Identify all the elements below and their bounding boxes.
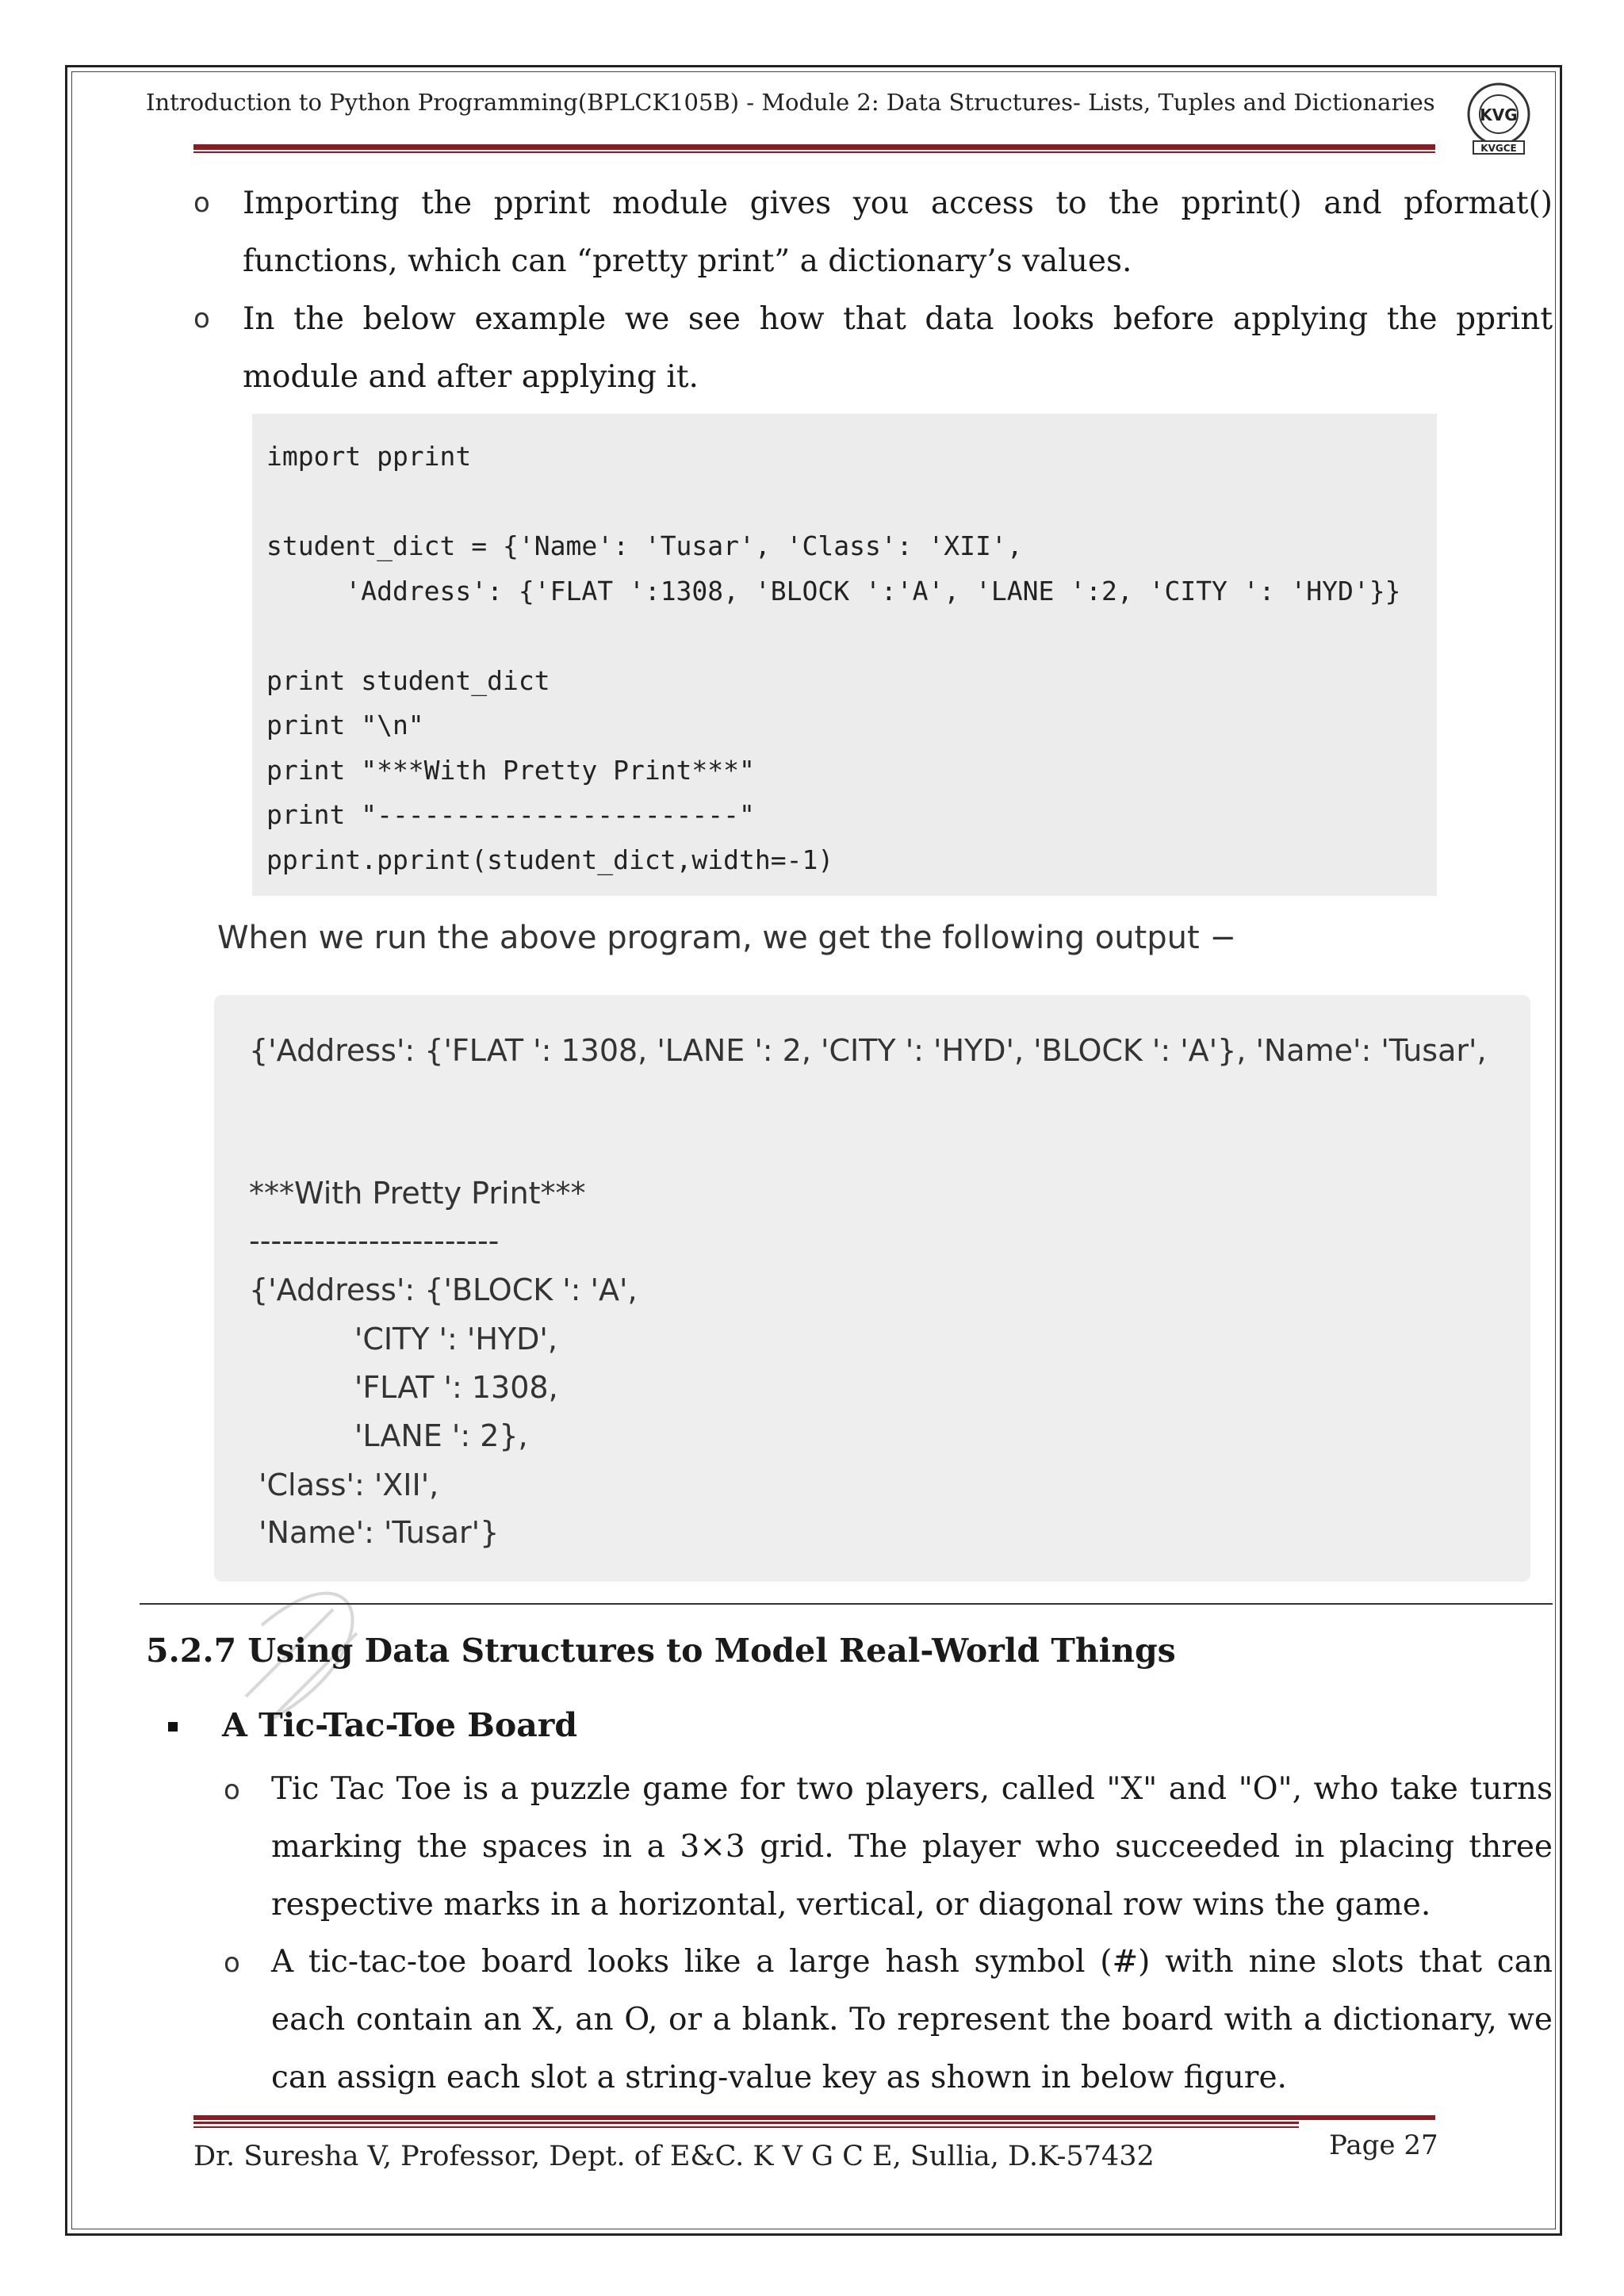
output-pretty-line: 'CITY ': 'HYD', <box>249 1322 557 1357</box>
output-block <box>214 995 1530 1582</box>
section-heading: 5.2.7 Using Data Structures to Model Real-World Things <box>146 1632 1176 1670</box>
section-divider <box>140 1603 1553 1605</box>
bullet-pprint-example: In the below example we see how that data looks before applying the pprint module and after applying it. <box>243 301 1553 395</box>
output-pretty-line: 'Class': 'XII', <box>249 1468 439 1502</box>
code-block <box>252 414 1437 896</box>
circle-bullet-icon: o <box>224 1774 240 1806</box>
header-rule <box>193 144 1435 150</box>
footer-rule <box>193 2115 1435 2120</box>
output-pretty-line: 'LANE ': 2}, <box>249 1418 528 1453</box>
output-dashes: ----------------------- <box>249 1223 500 1258</box>
output-pretty-header: ***With Pretty Print*** <box>249 1176 586 1211</box>
circle-bullet-icon: o <box>224 1947 240 1979</box>
college-logo-icon <box>1459 79 1538 159</box>
svg-text:KVG: KVG <box>1480 105 1518 124</box>
header-title: Introduction to Python Programming(BPLCK105B) - Module 2: Data Structures- Lists, Tuples and Dictionaries <box>146 89 1435 116</box>
bullet-tictactoe-board: A tic-tac-toe board looks like a large hash symbol (#) with nine slots that can each contain an X, an O, or a blank. To represent the board with a dictionary, we can assign each slot a string-value key as shown in below figure. <box>271 1944 1553 2095</box>
footer-author: Dr. Suresha V, Professor, Dept. of E&C. K V G C E, Sullia, D.K-57432 <box>193 2141 1155 2172</box>
logo-label: KVGCE <box>1480 143 1517 154</box>
code-text: import pprint student_dict = {'Name': 'Tusar', 'Class': 'XII', 'Address': {'FLAT ':1308, 'BLOCK ':'A', 'LANE ':2, 'CITY ': 'HYD'}} print student_dict print "\n" print "***With Pretty Print***" print "-----------------------" pprint.pprint(student_dict,width=-1) <box>266 441 1401 875</box>
page-number: Page 27 <box>1329 2130 1438 2161</box>
header-rule-thin <box>193 151 1435 153</box>
bullet-tictactoe-rules: Tic Tac Toe is a puzzle game for two players, called "X" and "O", who take turns marking the spaces in a 3×3 grid. The player who succeeded in placing three respective marks in a horizontal, vertical, or diagonal row wins the game. <box>271 1771 1553 1923</box>
output-pretty-line: {'Address': {'BLOCK ': 'A', <box>249 1272 638 1307</box>
circle-bullet-icon: o <box>193 187 210 219</box>
circle-bullet-icon: o <box>193 303 210 335</box>
square-bullet-icon <box>168 1722 178 1732</box>
output-pretty-line: 'FLAT ': 1308, <box>249 1370 558 1405</box>
output-pretty-line: 'Name': 'Tusar'} <box>249 1515 500 1550</box>
footer-rule-thin <box>193 2126 1299 2128</box>
run-description: When we run the above program, we get the following output − <box>217 920 1236 956</box>
footer-rule-thin <box>193 2122 1299 2124</box>
subsection-heading: A Tic-Tac-Toe Board <box>222 1706 578 1744</box>
output-line-raw: {'Address': {'FLAT ': 1308, 'LANE ': 2, 'CITY ': 'HYD', 'BLOCK ': 'A'}, 'Name': 'Tusar', <box>249 1033 1487 1068</box>
bullet-pprint-intro: Importing the pprint module gives you access to the pprint() and pformat() functions, which can “pretty print” a dictionary’s values. <box>243 186 1553 279</box>
